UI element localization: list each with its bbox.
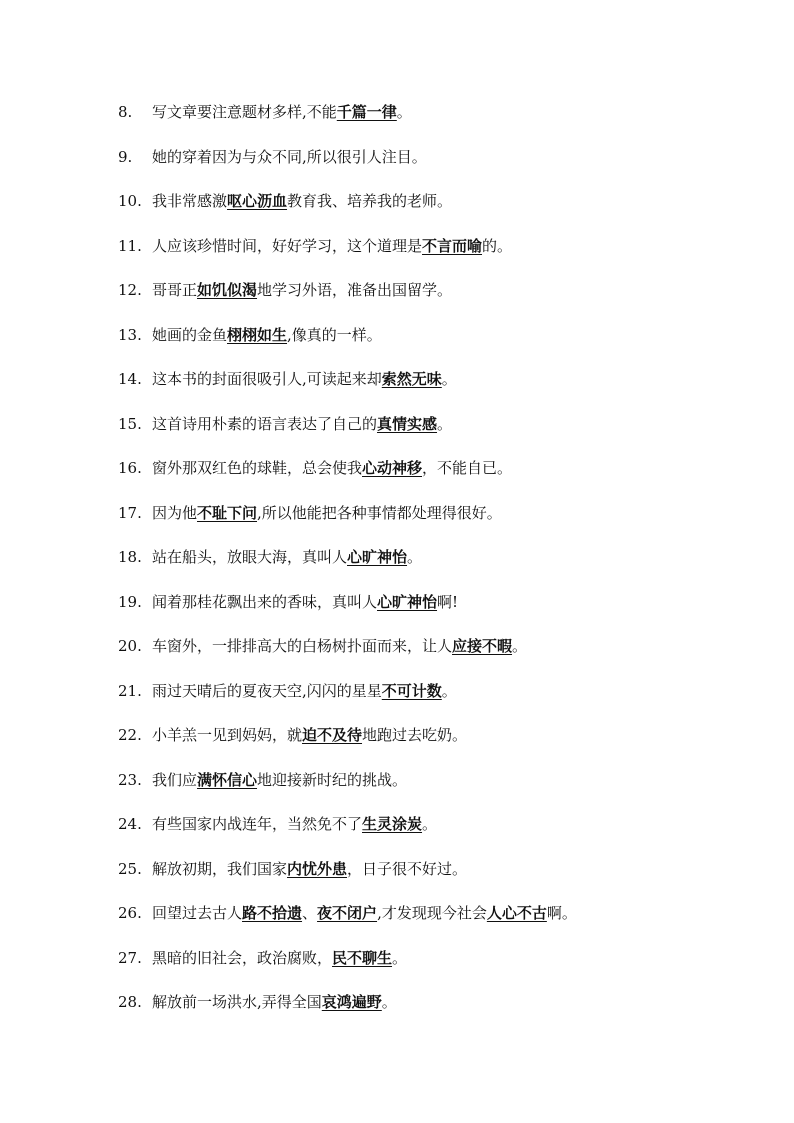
idiom-highlight: 应接不暇 [452,637,513,655]
idiom-highlight: 千篇一律 [336,103,397,121]
item-number: 21. [118,681,142,700]
sentence-text: 站在船头，放眼大海，真叫人 [152,548,348,566]
sentence-text: 窗外那双红色的球鞋，总会使我 [152,459,363,477]
idiom-highlight: 不耻下问 [197,503,258,522]
sentence-text: 教育我、培养我的老师。 [287,192,453,210]
sentence-text: ,所以他能把各种事情都处理得很好。 [257,503,502,522]
sentence-item [118,545,422,569]
sentence-text: 有些国家内战连年，当然免不了 [152,815,363,833]
item-number: 11. [118,236,142,255]
sentence-item [118,189,452,213]
item-number: 18. [118,548,142,566]
sentence-text: 哥哥正 [152,281,198,299]
sentence-text: 车窗外，一排排高大的白杨树扑面而来，让人 [152,637,453,655]
sentence-item [118,100,412,124]
item-number: 28. [118,993,142,1011]
idiom-highlight: 如饥似渴 [197,281,258,299]
idiom-highlight: 迫不及待 [302,726,363,744]
sentence-text: 地迎接新时纪的挑战。 [257,770,408,789]
idiom-highlight: 夜不闭户 [317,904,378,922]
item-number: 24. [118,815,142,833]
idiom-highlight: 不言而喻 [422,236,483,255]
sentence-text: 的。 [482,236,513,255]
sentence-text: 我非常感激 [152,192,228,210]
idiom-highlight: 路不拾遗 [242,904,303,922]
item-number: 8. [118,103,133,121]
sentence-text: 。 [437,414,453,433]
sentence-item [118,634,527,658]
sentence-text: 这本书的封面很吸引人,可读起来却 [152,370,382,388]
sentence-item [118,812,437,836]
sentence-text: ，不能自已。 [422,459,513,477]
sentence-item [118,723,467,747]
sentence-text: 。 [396,103,412,121]
sentence-text: 。 [512,637,528,655]
sentence-item [118,367,457,391]
sentence-item [118,590,458,614]
sentence-text: 因为他 [152,503,198,522]
sentence-item [118,234,512,258]
item-number: 16. [118,459,142,477]
idiom-highlight: 心旷神怡 [377,592,438,611]
sentence-text: 。 [407,548,423,566]
idiom-highlight: 呕心沥血 [227,192,288,210]
sentence-text: 解放初期，我们国家 [152,859,288,878]
item-number: 13. [118,325,142,344]
idiom-highlight: 哀鸿遍野 [321,993,382,1011]
idiom-highlight: 人心不古 [486,904,547,922]
item-number: 14. [118,370,142,388]
sentence-item [118,901,577,925]
sentence-text: 闻着那桂花飘出来的香味，真叫人 [152,592,378,611]
idiom-highlight: 真情实感 [377,414,438,433]
idiom-highlight: 内忧外患 [287,859,348,878]
sentence-text: ,像真的一样。 [287,325,382,344]
idiom-highlight: 满怀信心 [197,770,258,789]
item-number: 12. [118,281,142,299]
idiom-highlight: 心旷神怡 [347,548,408,566]
sentence-text: 回望过去古人 [152,904,243,922]
sentence-text: ,才发现现今社会 [377,904,487,922]
sentence-text: 我们应 [152,770,198,789]
item-number: 19. [118,592,142,611]
sentence-item [118,145,427,169]
item-number: 9. [118,147,133,166]
sentence-item [118,768,407,792]
item-number: 15. [118,414,142,433]
sentence-text: 雨过天晴后的夏夜天空,闪闪的星星 [152,681,382,700]
idiom-highlight: 生灵涂炭 [362,815,423,833]
sentence-item [118,501,502,525]
sentence-text: 她的穿着因为与众不同,所以很引人注目。 [152,147,427,166]
sentence-item [118,412,452,436]
sentence-text: 。 [392,948,408,967]
sentence-text: 。 [441,370,457,388]
sentence-item [118,323,382,347]
item-number: 26. [118,904,142,922]
item-number: 27. [118,948,142,967]
sentence-text: 。 [441,681,457,700]
sentence-text: 解放前一场洪水,弄得全国 [152,993,322,1011]
sentence-item [118,990,397,1014]
idiom-highlight: 不可计数 [381,681,442,700]
sentence-item [118,857,467,881]
sentence-text: 。 [422,815,438,833]
item-number: 17. [118,503,142,522]
sentence-item [118,679,457,703]
idiom-highlight: 民不聊生 [332,948,393,967]
sentence-text: 她画的金鱼 [152,325,228,344]
sentence-text: 地学习外语，准备出国留学。 [257,281,453,299]
sentence-text: 。 [381,993,397,1011]
sentence-text: 啊。 [546,904,577,922]
sentence-text: 小羊羔一见到妈妈，就 [152,726,303,744]
item-number: 20. [118,637,142,655]
sentence-item [118,278,452,302]
sentence-text: 这首诗用朴素的语言表达了自己的 [152,414,378,433]
idiom-highlight: 索然无味 [381,370,442,388]
sentence-text: 地跑过去吃奶。 [362,726,468,744]
item-number: 25. [118,859,142,878]
item-number: 22. [118,726,142,744]
sentence-item [118,456,512,480]
sentence-text: 写文章要注意题材多样,不能 [152,103,337,121]
sentence-text: 人应该珍惜时间，好好学习，这个道理是 [152,236,423,255]
idiom-highlight: 心动神移 [362,459,423,477]
item-number: 23. [118,770,142,789]
item-number: 10. [118,192,142,210]
idiom-highlight: 栩栩如生 [227,325,288,344]
sentence-text: ，日子很不好过。 [347,859,468,878]
sentence-text: 、 [302,904,318,922]
sentence-item [118,946,407,970]
sentence-text: 黑暗的旧社会，政治腐败， [152,948,333,967]
sentence-text: 啊! [437,592,459,611]
